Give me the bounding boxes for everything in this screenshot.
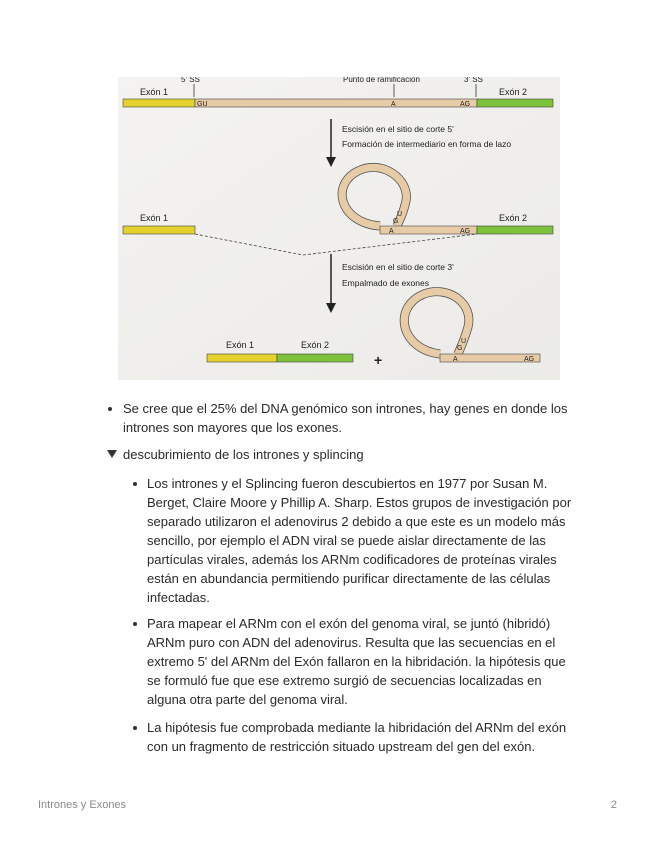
a-label-mid: A bbox=[389, 228, 394, 235]
page-number: 2 bbox=[610, 799, 617, 811]
gu-label-top: GU bbox=[197, 101, 208, 108]
ag-label-bottom: AG bbox=[524, 356, 535, 363]
exon1-bar-top bbox=[123, 99, 195, 107]
exon1-label-top: Exón 1 bbox=[140, 87, 169, 97]
sub1-line: Berget, Claire Moore y Phillip A. Sharp. Estos grupos de investigación por bbox=[147, 495, 572, 510]
a-label-top: A bbox=[391, 101, 396, 108]
bullet-dot bbox=[133, 482, 137, 486]
step2-line2: Empalmado de exones bbox=[342, 278, 429, 288]
step1-line1: Escisión en el sitio de corte 5' bbox=[342, 124, 454, 134]
exon2-bar-top bbox=[477, 99, 553, 107]
sub2-line: ARNm puro con ADN del adenovirus. Resulta que las secuencias en el bbox=[147, 635, 556, 650]
bullet-dot bbox=[133, 622, 137, 626]
bullet-dot bbox=[133, 726, 137, 730]
plus-sign: + bbox=[374, 352, 383, 368]
bullet-text: Se cree que el 25% del DNA genómico son intrones, hay genes en donde los bbox=[123, 401, 568, 416]
sub2-line: extremo 5' del ARNm del Exón fallaron en la hibridación. la hipótesis que bbox=[147, 654, 566, 669]
ag-label-top: AG bbox=[460, 101, 471, 108]
ag-label-mid: AG bbox=[460, 228, 471, 235]
sub1-line: separado utilizaron el adenovirus 2 debido a que este es un modelo más bbox=[147, 514, 566, 529]
sub3-line: con un fragmento de restricción situado upstream del gen del exón. bbox=[147, 739, 536, 754]
toggle-triangle-icon[interactable] bbox=[107, 450, 117, 458]
exon2-bar-bottom bbox=[277, 354, 353, 362]
exon2-bar-mid bbox=[477, 226, 553, 234]
sub1-line: infectadas. bbox=[147, 590, 210, 605]
step1-line2: Formación de intermediario en forma de lazo bbox=[342, 139, 512, 149]
exon2-label-mid: Exón 2 bbox=[499, 213, 528, 223]
g-label-bottom: G bbox=[457, 345, 463, 352]
exon1-bar-mid bbox=[123, 226, 195, 234]
sub2-line: alguna otra parte del genoma viral. bbox=[147, 692, 348, 707]
a-label-bottom: A bbox=[453, 356, 458, 363]
exon2-label-top: Exón 2 bbox=[499, 87, 528, 97]
branch-point-label: Punto de ramificación bbox=[343, 77, 420, 84]
sub1-line: están en abundancia permitiendo purificar directamente de las células bbox=[147, 571, 551, 586]
footer-title: Intrones y Exones bbox=[38, 799, 127, 811]
bullet-dot bbox=[108, 407, 112, 411]
exon1-label-mid: Exón 1 bbox=[140, 213, 169, 223]
sub1-line: partículas virales, además los ARNm codificadores de proteínas virales bbox=[147, 552, 557, 567]
three-ss-label: 3' SS bbox=[464, 77, 483, 84]
sub1-line: Los intrones y el Splincing fueron descubiertos en 1977 por Susan M. bbox=[147, 476, 548, 491]
u-label-mid: U bbox=[397, 211, 403, 218]
sub2-line: Para mapear el ARNm con el exón del genoma viral, se juntó (hibridó) bbox=[147, 616, 551, 631]
sub3-line: La hipótesis fue comprobada mediante la hibridación del ARNm del exón bbox=[147, 720, 567, 735]
exon2-label-bottom: Exón 2 bbox=[301, 340, 330, 350]
intron-bar-top bbox=[195, 99, 477, 107]
five-ss-label: 5' SS bbox=[181, 77, 200, 84]
toggle-label[interactable]: descubrimiento de los intrones y splincing bbox=[123, 447, 364, 462]
exon1-label-bottom: Exón 1 bbox=[226, 340, 255, 350]
splicing-diagram bbox=[118, 77, 560, 380]
exon1-bar-bottom bbox=[207, 354, 277, 362]
step2-line1: Escisión en el sitio de corte 3' bbox=[342, 262, 454, 272]
u-label-bottom: U bbox=[461, 338, 467, 345]
sub2-line: se formuló fue que ese extremo surgió de secuencias localizadas en bbox=[147, 673, 542, 688]
sub1-line: sencillo, por ejemplo el ADN viral se puede aislar directamente de las bbox=[147, 533, 546, 548]
bullet-text: intrones son mayores que los exones. bbox=[123, 420, 342, 435]
g-label-mid: G bbox=[393, 218, 399, 225]
